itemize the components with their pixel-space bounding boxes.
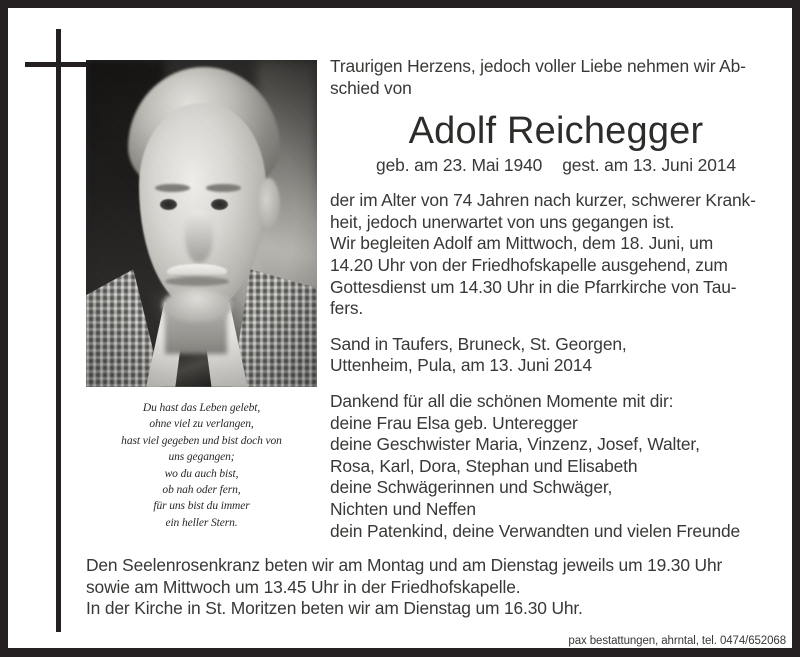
memorial-line: Wir begleiten Adolf am Mittwoch, dem 18. Juni, um [330,233,714,254]
verse-line: wo du auch bist, [164,467,239,480]
places-line: Sand in Taufers, Bruneck, St. Georgen, [330,333,627,354]
memorial-line: 14.20 Uhr von der Friedhofskapelle ausgehend, zum [330,254,728,275]
memorial-line: der im Alter von 74 Jahren nach kurzer, schwerer Krank- [330,190,756,211]
verse-line: ohne viel zu verlangen, [149,418,254,431]
survivors-line: Dankend für all die schönen Momente mit dir: [330,390,674,411]
intro-paragraph [330,56,782,99]
right-column [330,56,782,542]
verse-line: für uns bist du immer [153,500,250,513]
photo-grain [86,60,317,387]
rosary-paragraph [86,555,786,620]
survivors-line: deine Frau Elsa geb. Unteregger [330,412,578,433]
intro-line: schied von [330,77,412,98]
verse-line: Du hast das Leben gelebt, [142,402,261,414]
survivors-line: dein Patenkind, deine Verwandten und vielen Freunde [330,520,741,541]
verse-line: uns gegangen; [168,451,235,464]
page-title: Adolf Reichegger [408,110,704,153]
survivors-line: deine Schwägerinnen und Schwäger, [330,477,613,498]
survivors-line: Rosa, Karl, Dora, Stephan und Elisabeth [330,455,638,476]
memorial-line: heit, jedoch unerwartet von uns gegangen ist. [330,211,675,232]
funeral-home-credit: pax bestattungen, ahrntal, tel. 0474/652068 [568,635,786,647]
survivors-line: Nichten und Neffen [330,498,476,519]
verse-line: ob nah oder fern, [162,484,241,497]
memorial-line: Gottesdienst um 14.30 Uhr in die Pfarrkirche von Tau- [330,276,737,297]
cross-horizontal-bar [25,62,87,67]
memorial-line: fers. [330,298,364,319]
birth-date: geb. am 23. Mai 1940 [376,155,543,176]
notice-inner-area [8,8,792,648]
cross-icon [25,29,87,632]
rosary-line: Den Seelenrosenkranz beten wir am Montag und am Dienstag jeweils um 19.30 Uhr [86,555,723,575]
rosary-line: In der Kirche in St. Moritzen beten wir am Dienstag um 16.30 Uhr. [86,598,583,619]
rosary-line: sowie am Mittwoch um 13.45 Uhr in der Friedhofskapelle. [86,576,521,597]
portrait-photo [86,60,317,387]
intro-line: Traurigen Herzens, jedoch voller Liebe nehmen wir Ab- [330,56,746,76]
verse-line: ein heller Stern. [165,516,238,529]
places-line: Uttenheim, Pula, am 13. Juni 2014 [330,355,592,376]
places-paragraph [330,334,782,377]
death-date: gest. am 13. Juni 2014 [562,155,736,176]
life-dates [330,154,782,176]
verse-line: hast viel gegeben und bist doch von [121,434,282,447]
memorial-paragraph [330,190,782,320]
survivors-line: deine Geschwister Maria, Vinzenz, Josef, Walter, [330,434,700,455]
memorial-verse [86,400,317,531]
cross-vertical-bar [56,29,61,632]
survivors-paragraph [330,391,782,542]
